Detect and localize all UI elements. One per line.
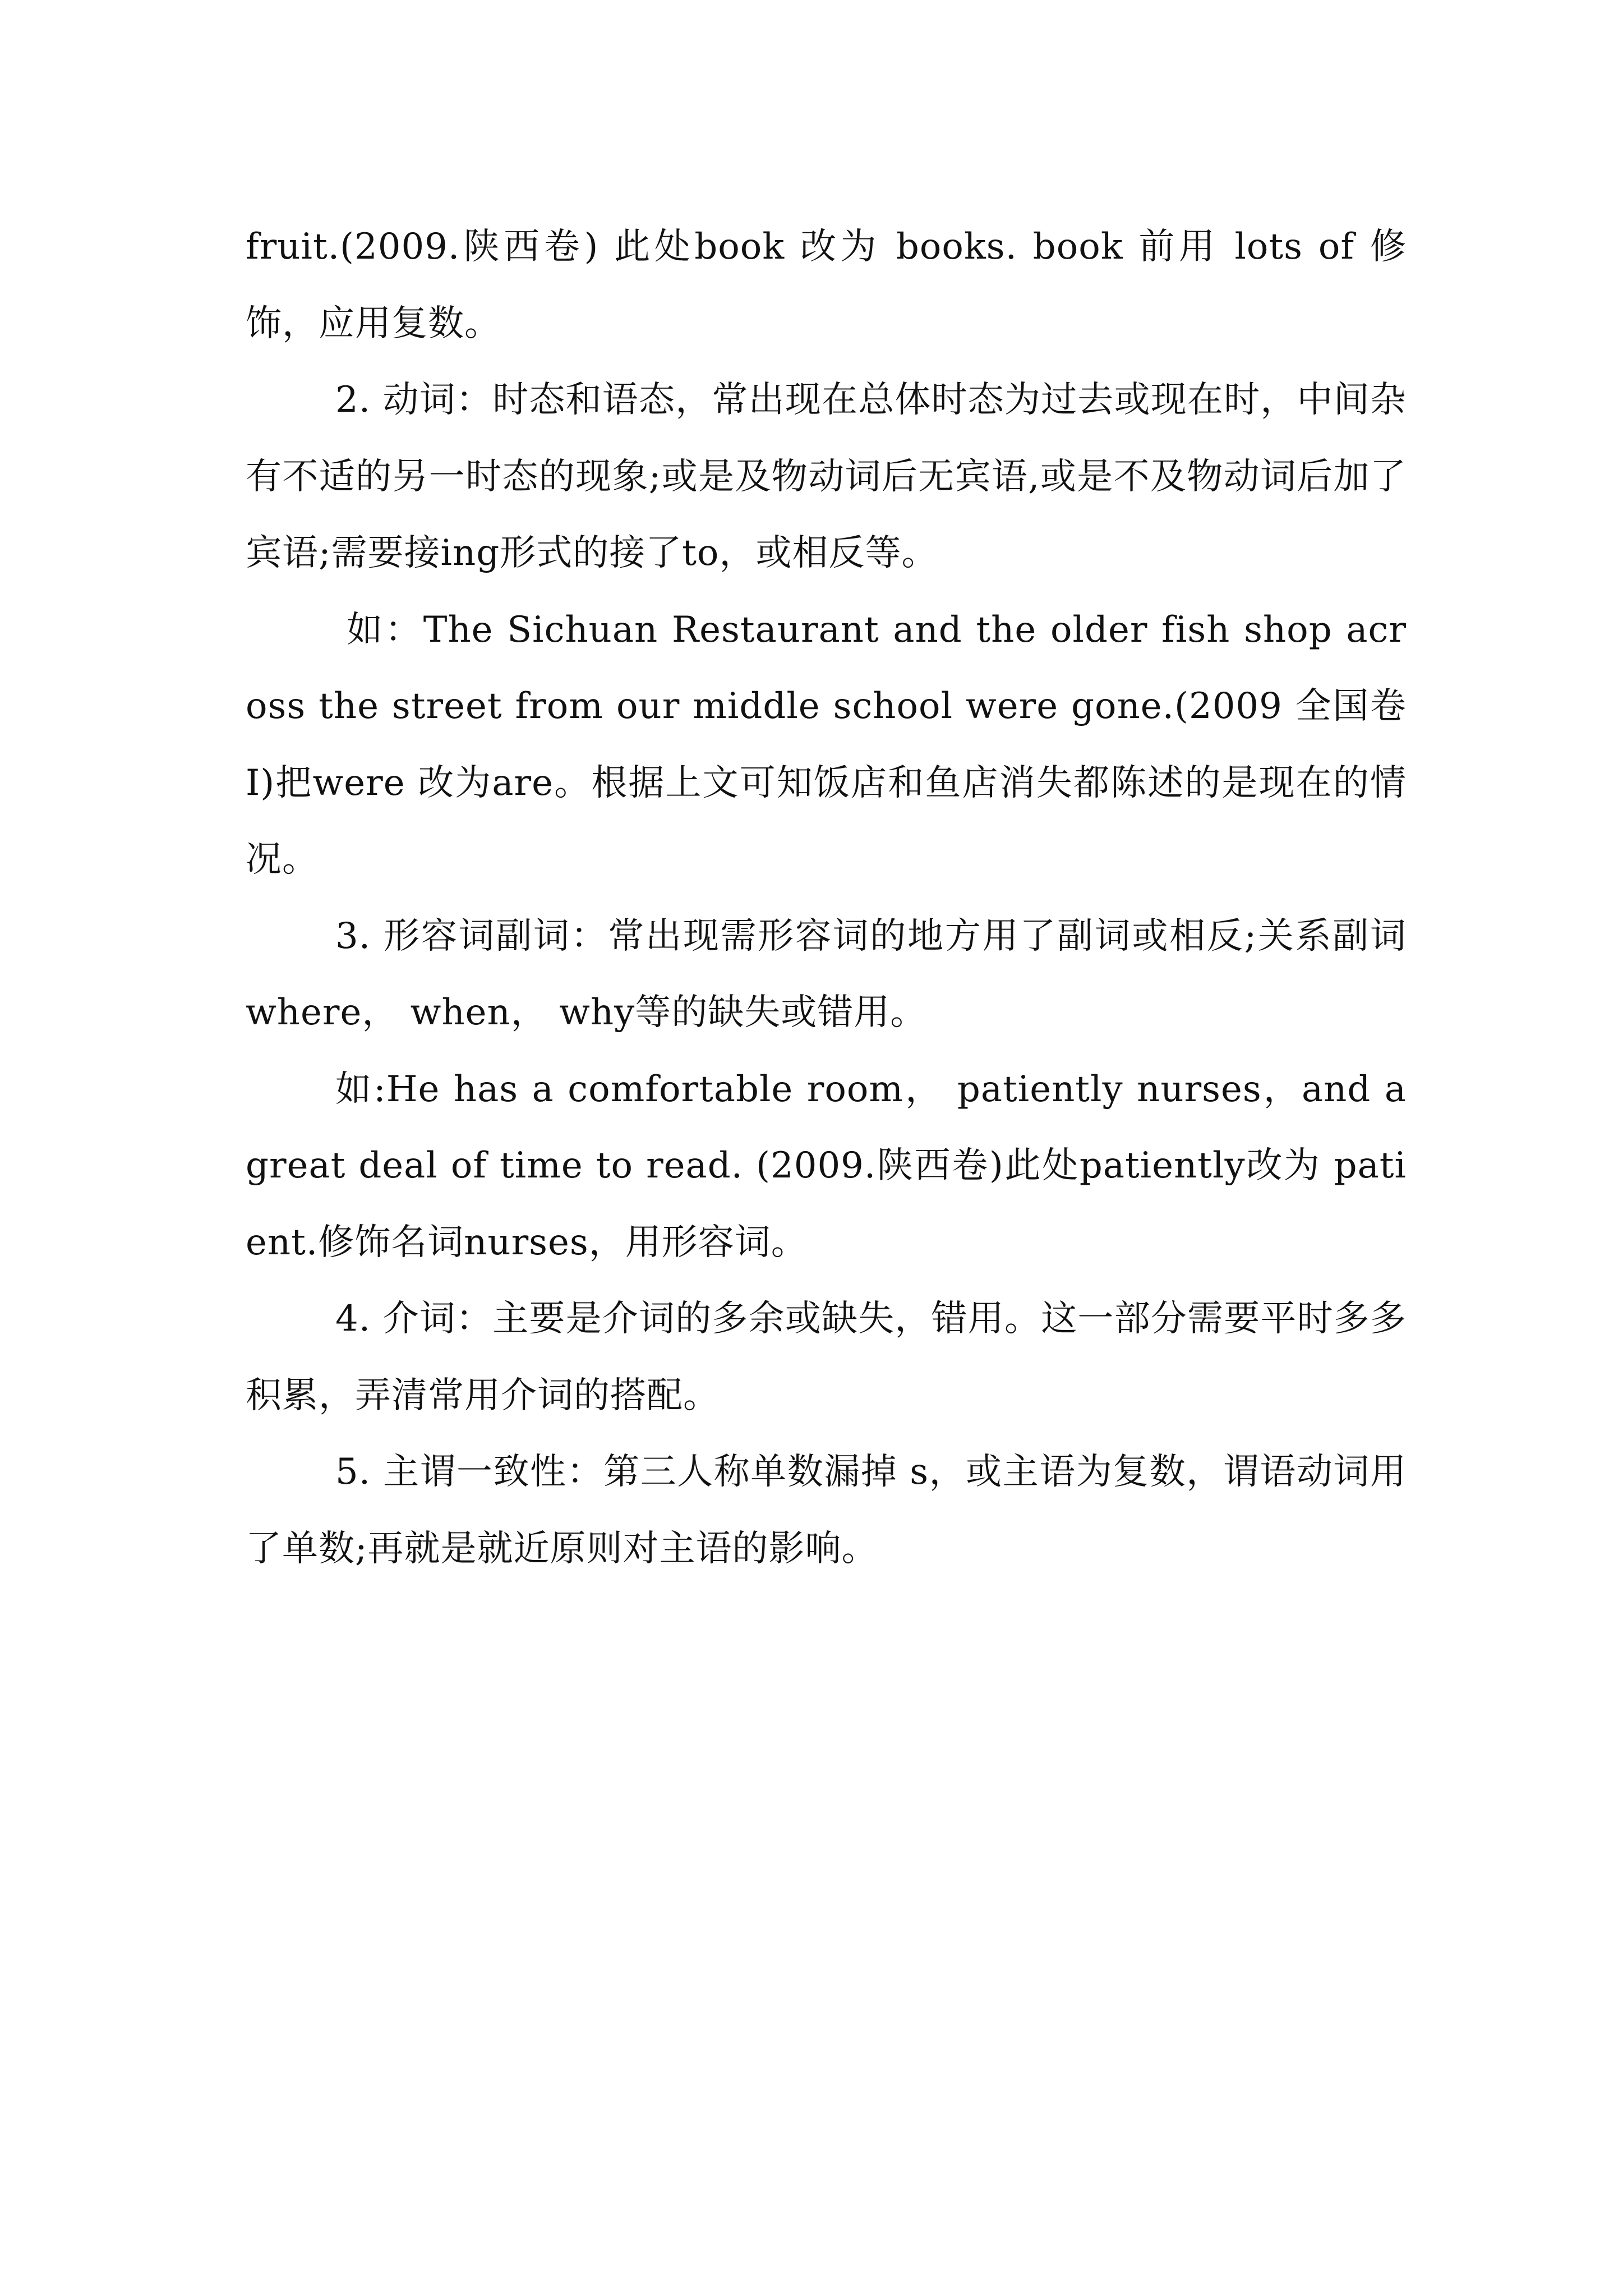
paragraph-continuation: fruit.(2009.陕西卷) 此处book 改为 books. book 前用 lots of 修饰，应用复数。 [246, 226, 1407, 344]
paragraph-agreement-rule: 5. 主谓一致性：第三人称单数漏掉 s，或主语为复数，谓语动词用了单数;再就是就近原则对主语的影响。 [246, 1451, 1407, 1570]
document-body [246, 209, 1407, 1587]
paragraph-verb-example: 如：The Sichuan Restaurant and the older fish shop across the street from our middle school were gone.(2009 全国卷 I)把were 改为are。根据上文可知饭店和鱼店消失都陈述的是现在的情况。 [246, 609, 1407, 880]
paragraph-adjective-adverb-rule: 3. 形容词副词：常出现需形容词的地方用了副词或相反;关系副词where， when， why等的缺失或错用。 [246, 915, 1407, 1033]
paragraph-preposition-rule: 4. 介词：主要是介词的多余或缺失，错用。这一部分需要平时多多积累，弄清常用介词的搭配。 [246, 1298, 1407, 1416]
paragraph-adjective-example: 如:He has a comfortable room， patiently nurses，and a great deal of time to read. (2009.陕西卷)此处patiently改为 patient.修饰名词nurses，用形容词。 [246, 1068, 1407, 1263]
paragraph-verb-rule: 2. 动词：时态和语态，常出现在总体时态为过去或现在时，中间杂有不适的另一时态的现象;或是及物动词后无宾语,或是不及物动词后加了宾语;需要接ing形式的接了to，或相反等。 [246, 379, 1407, 574]
